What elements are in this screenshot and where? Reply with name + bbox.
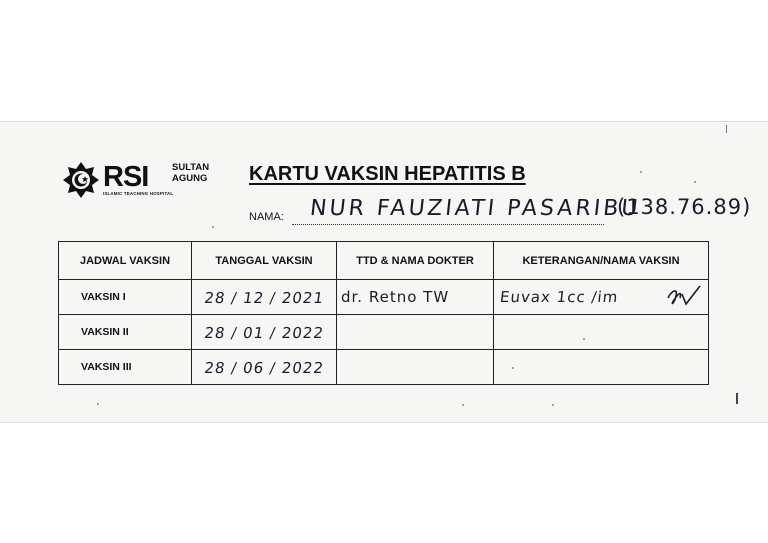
row-keterangan-cell [494, 280, 709, 315]
signature-check-icon [666, 284, 704, 308]
row-keterangan [494, 315, 709, 350]
scan-speck [640, 171, 642, 173]
row-keterangan [494, 350, 709, 385]
vaccine-table [58, 241, 709, 385]
header-tanggal: TANGGAL VAKSIN [192, 242, 337, 280]
scan-mark [726, 125, 727, 133]
row-dokter [337, 315, 494, 350]
row-tanggal: 28 / 01 / 2022 [189, 315, 339, 350]
name-dotted-line [292, 224, 604, 225]
header-keterangan: KETERANGAN/NAMA VAKSIN [494, 242, 709, 280]
table-row [59, 350, 709, 385]
name-value: NUR FAUZIATI PASARIBU [308, 196, 642, 221]
table-row [59, 315, 709, 350]
table-row [59, 280, 709, 315]
logo-subtitle: ISLAMIC TEACHING HOSPITAL [103, 191, 174, 196]
row-jadwal: VAKSIN II [59, 315, 192, 350]
hospital-emblem-icon [62, 161, 100, 199]
scan-speck [462, 404, 464, 406]
name-label: NAMA: [249, 211, 284, 223]
logo-rsi-text: RSI [103, 161, 149, 193]
row-keterangan: Euvax 1cc /im [499, 288, 620, 306]
scan-mark [736, 393, 738, 404]
scan-speck [552, 404, 554, 406]
table-header-row [59, 242, 709, 280]
row-jadwal: VAKSIN III [59, 350, 192, 385]
logo-agung-text: AGUNG [172, 173, 208, 184]
card-title: KARTU VAKSIN HEPATITIS B [249, 163, 526, 185]
row-tanggal: 28 / 12 / 2021 [189, 280, 339, 315]
scan-speck [583, 338, 585, 340]
card-bottom-edge [0, 422, 768, 423]
header-dokter: TTD & NAMA DOKTER [337, 242, 494, 280]
row-dokter: dr. Retno TW [337, 280, 494, 315]
header-jadwal: JADWAL VAKSIN [59, 242, 192, 280]
scan-speck [212, 226, 214, 228]
card-top-edge [0, 121, 768, 122]
hospital-logo [62, 160, 210, 200]
row-tanggal: 28 / 06 / 2022 [189, 350, 339, 385]
row-jadwal: VAKSIN I [59, 280, 192, 315]
scan-speck [512, 367, 514, 369]
row-dokter [337, 350, 494, 385]
scan-speck [694, 181, 696, 183]
logo-sultan-text: SULTAN [172, 162, 210, 173]
scan-speck [97, 403, 99, 405]
patient-code: (138.76.89) [617, 195, 752, 219]
